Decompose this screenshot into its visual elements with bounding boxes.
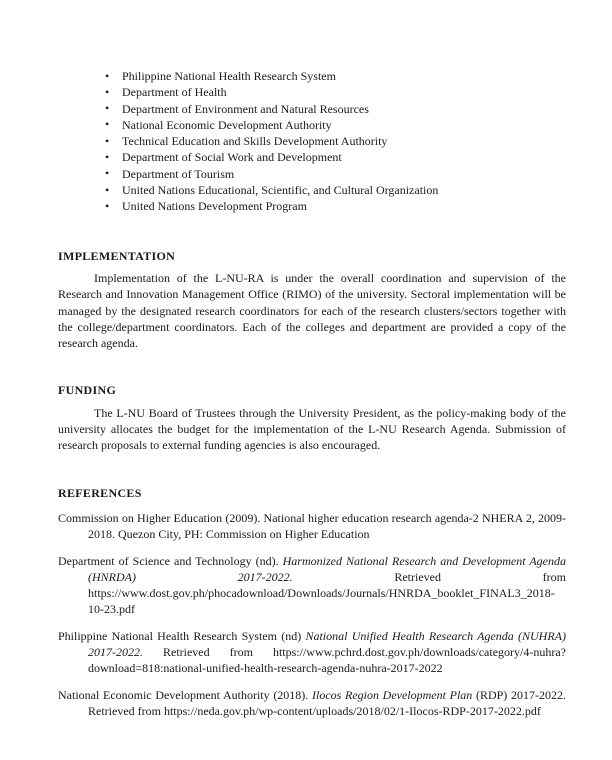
list-item [58, 198, 566, 214]
list-item-text: Department of Environment and Natural Resources [122, 101, 369, 116]
reference-text: Retrieved from https://www.dost.gov.ph/phocadownload/Downloads/Journals/HNRDA_booklet_FINAL3_2018-10-23.pdf [88, 569, 566, 617]
list-item [58, 166, 566, 182]
reference-text: Commission on Higher Education (2009). National higher education research agenda-2 NHERA 2, 2009-2018. Quezon City, PH: Commission on Higher Education [58, 510, 566, 542]
bullet-icon: • [105, 166, 110, 181]
list-item [58, 117, 566, 133]
list-item-text: National Economic Development Authority [122, 117, 332, 132]
list-item-text: United Nations Educational, Scientific, and Cultural Organization [122, 183, 439, 198]
bullet-icon: • [105, 182, 110, 197]
bullet-icon: • [105, 84, 110, 99]
list-item [58, 182, 566, 198]
reference-title-italic: Ilocos Region Development Plan [311, 687, 473, 702]
section-references [58, 485, 566, 720]
bullet-icon: • [105, 117, 110, 132]
list-item-text: Philippine National Health Research System [122, 69, 336, 83]
list-item-text: Department of Health [122, 85, 227, 100]
reference-text: Retrieved from https://www.pchrd.dost.gov.ph/downloads/category/4-nuhra?download=818:national-unified-health-research-agenda-nuhra-2017-2022 [88, 645, 566, 676]
bullet-icon: • [105, 101, 110, 116]
list-item-text: Department of Tourism [122, 166, 235, 181]
agency-bullet-list [58, 68, 566, 215]
reference-text: Department of Science and Technology (nd). [58, 553, 283, 568]
section-funding [58, 382, 566, 453]
list-item-text: Department of Social Work and Development [122, 150, 342, 165]
reference-entry [58, 510, 566, 543]
list-item [58, 133, 566, 149]
bullet-icon: • [105, 198, 110, 213]
reference-entry [58, 687, 566, 720]
funding-paragraph: The L-NU Board of Trustees through the University President, as the policy-making body of the university allocates the budget for the implementation of the L-NU Research Agenda. Submission of research proposals to external funding agencies is also encouraged. [58, 405, 566, 453]
funding-heading: FUNDING [58, 383, 117, 398]
implementation-heading: IMPLEMENTATION [58, 248, 176, 263]
list-item-text: Technical Education and Skills Development Authority [122, 134, 388, 149]
bullet-icon: • [105, 68, 110, 83]
reference-title-italic: Harmonized National Research and Development Agenda (HNRDA) 2017-2022. [88, 553, 566, 584]
reference-title-italic: National Unified Health Research Agenda (NUHRA) 2017-2022. [88, 628, 566, 660]
reference-text: (RDP) 2017-2022. Retrieved from https://neda.gov.ph/wp-content/uploads/2018/02/1-Ilocos-RDP-2017-2022.pdf [88, 687, 566, 718]
list-item [58, 84, 566, 100]
implementation-paragraph: Implementation of the L-NU-RA is under the overall coordination and supervision of the Research and Innovation Management Office (RIMO) of the university. Sectoral implementation will be managed by the designated research coordinators for each of the research clusters/sectors together with the college/department coordinators. Each of the colleges and department are provided a copy of the research agenda. [58, 270, 566, 351]
bullet-icon: • [105, 133, 110, 148]
list-item [58, 101, 566, 117]
list-item-text: United Nations Development Program [122, 199, 307, 214]
list-item [58, 149, 566, 165]
reference-text: National Economic Development Authority (2018). [58, 687, 312, 702]
reference-entry [58, 553, 566, 618]
bullet-icon: • [105, 149, 110, 164]
list-item [58, 68, 566, 84]
section-implementation [58, 248, 566, 352]
references-heading: REFERENCES [58, 485, 142, 500]
reference-text: Philippine National Health Research System (nd) [58, 628, 306, 643]
reference-entry [58, 628, 566, 677]
